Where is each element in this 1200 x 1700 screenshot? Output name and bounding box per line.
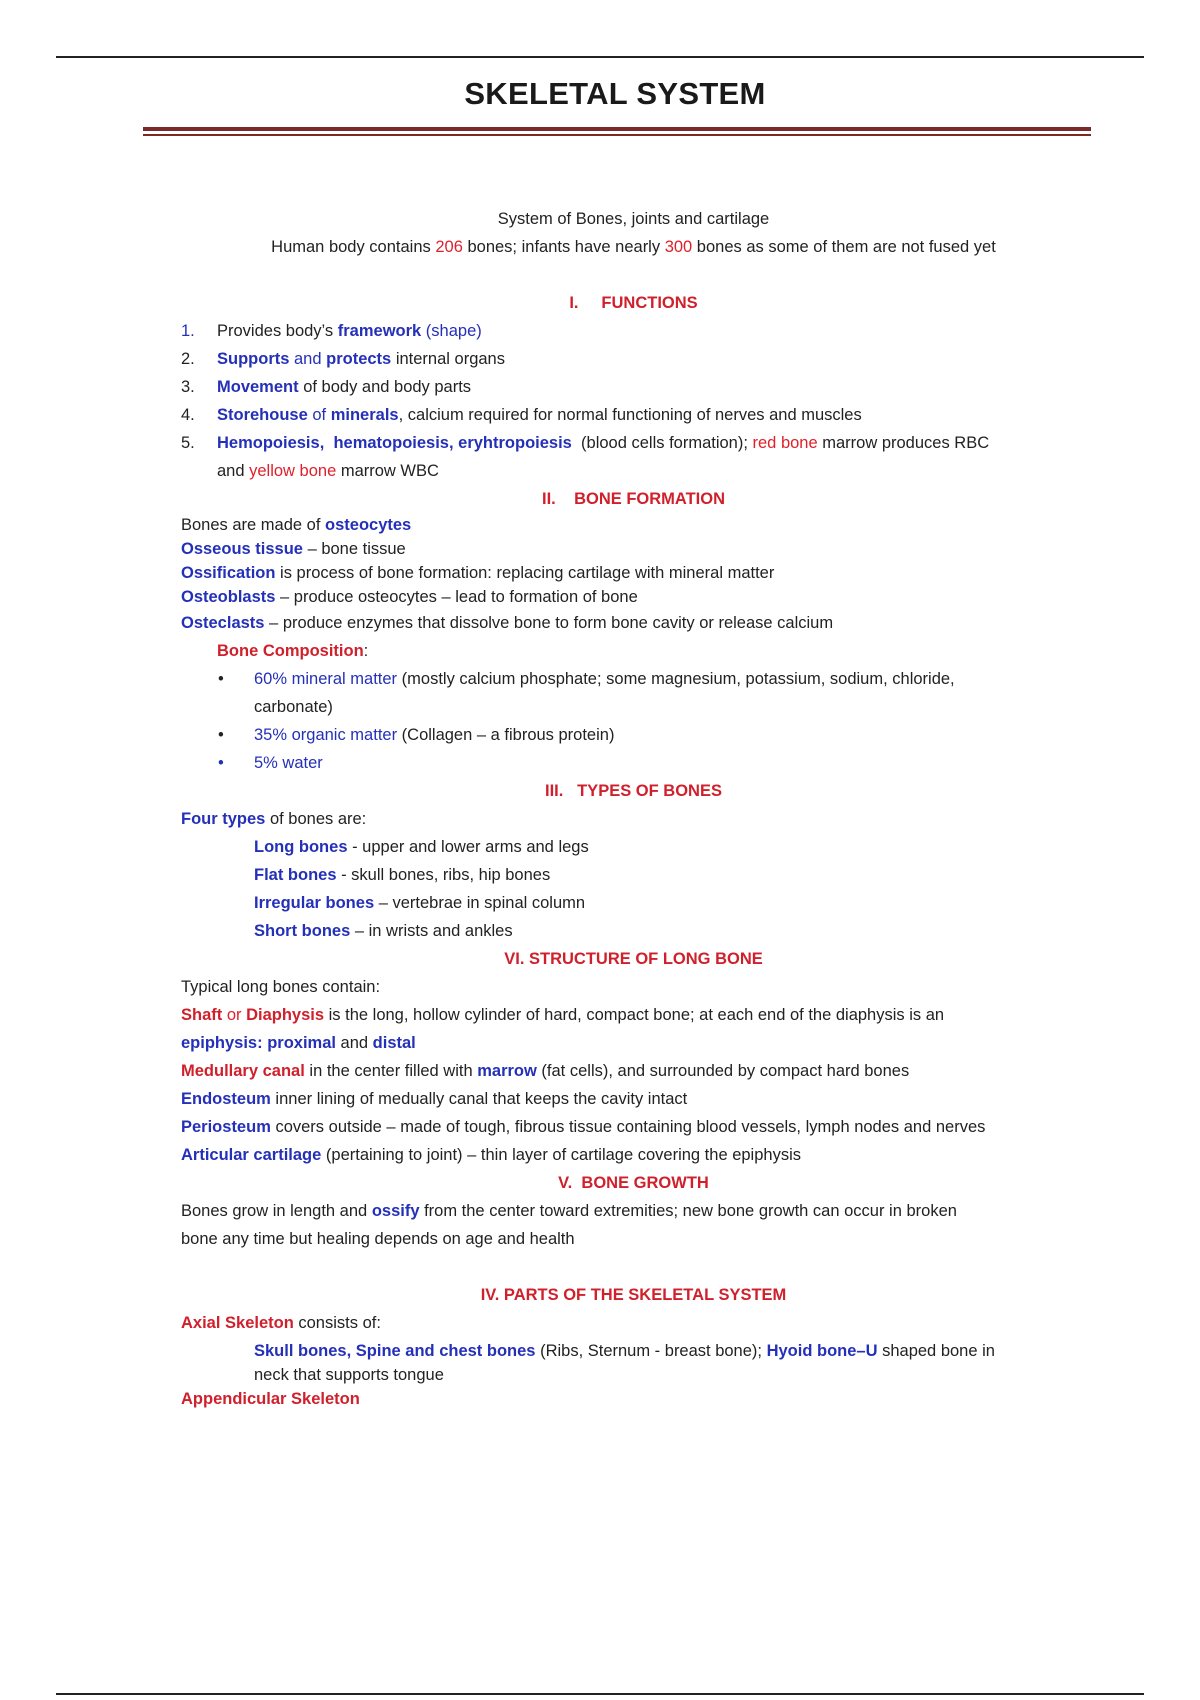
formation-line: Osteclasts – produce enzymes that dissolve bone to form bone cavity or release calcium xyxy=(181,614,834,632)
types-intro: Four types of bones are: xyxy=(181,810,367,828)
document-body xyxy=(181,205,1086,1411)
page-title: SKELETAL SYSTEM xyxy=(464,76,766,111)
growth-heading: V. BONE GROWTH xyxy=(558,1174,709,1192)
top-rule xyxy=(56,56,1144,58)
formation-line: Ossification is process of bone formation: replacing cartilage with mineral matter xyxy=(181,564,775,582)
function-item: 4. Storehouse of minerals, calcium required for normal functioning of nerves and muscles xyxy=(181,406,862,424)
title-rule xyxy=(143,127,1091,131)
structure-line: Shaft or Diaphysis is the long, hollow cylinder of hard, compact bone; at each end of the diaphysis is an xyxy=(181,1006,945,1024)
bone-type-item: Irregular bones – vertebrae in spinal column xyxy=(254,894,586,912)
structure-line: epiphysis: proximal and distal xyxy=(181,1034,416,1052)
formation-line: Bones are made of osteocytes xyxy=(181,516,412,534)
function-item: 2. Supports and protects internal organs xyxy=(181,350,505,368)
intro-line-1: System of Bones, joints and cartilage xyxy=(497,210,770,228)
bone-type-item: Flat bones - skull bones, ribs, hip bones xyxy=(254,866,551,884)
function-item: 3. Movement of body and body parts xyxy=(181,378,472,396)
types-heading: III. TYPES OF BONES xyxy=(545,782,722,800)
composition-item-continued: carbonate) xyxy=(254,698,333,716)
structure-line: Endosteum inner lining of medually canal that keeps the cavity intact xyxy=(181,1090,688,1108)
structure-heading: VI. STRUCTURE OF LONG BONE xyxy=(504,950,763,968)
bottom-rule xyxy=(56,1693,1144,1695)
composition-label: Bone Composition: xyxy=(217,642,369,660)
function-item-continued: and yellow bone marrow WBC xyxy=(217,462,439,480)
bone-type-item: Long bones - upper and lower arms and legs xyxy=(254,838,589,856)
composition-item: • 60% mineral matter (mostly calcium phosphate; some magnesium, potassium, sodium, chloride, xyxy=(218,670,955,688)
growth-line: bone any time but healing depends on age and health xyxy=(181,1230,575,1248)
structure-line: Medullary canal in the center filled with marrow (fat cells), and surrounded by compact hard bones xyxy=(181,1062,910,1080)
formation-heading: II. BONE FORMATION xyxy=(541,490,726,508)
functions-heading: I. FUNCTIONS xyxy=(569,294,698,312)
formation-line: Osteoblasts – produce osteocytes – lead to formation of bone xyxy=(181,588,638,606)
appendicular-line: Appendicular Skeleton xyxy=(181,1390,360,1408)
function-item: 1. Provides body’s framework (shape) xyxy=(181,322,482,340)
title-rule-thin xyxy=(143,134,1091,136)
parts-heading: IV. PARTS OF THE SKELETAL SYSTEM xyxy=(480,1286,787,1304)
structure-line: Articular cartilage (pertaining to joint) – thin layer of cartilage covering the epiphysis xyxy=(181,1146,801,1164)
axial-detail-continued: neck that supports tongue xyxy=(254,1366,444,1384)
axial-line: Axial Skeleton consists of: xyxy=(181,1314,381,1332)
intro-line-2: Human body contains 206 bones; infants have nearly 300 bones as some of them are not fused yet xyxy=(271,238,996,256)
bone-type-item: Short bones – in wrists and ankles xyxy=(254,922,513,940)
growth-line: Bones grow in length and ossify from the center toward extremities; new bone growth can occur in broken xyxy=(181,1202,957,1220)
structure-intro: Typical long bones contain: xyxy=(181,978,381,996)
composition-item: • 5% water xyxy=(218,754,323,772)
formation-line: Osseous tissue – bone tissue xyxy=(181,540,406,558)
structure-line: Periosteum covers outside – made of tough, fibrous tissue containing blood vessels, lymph nodes and nerves xyxy=(181,1118,986,1136)
function-item: 5. Hemopoiesis, hematopoiesis, eryhtropoiesis (blood cells formation); red bone marrow produces RBC xyxy=(181,434,990,452)
axial-detail: Skull bones, Spine and chest bones (Ribs, Sternum - breast bone); Hyoid bone–U shaped bone in xyxy=(254,1342,995,1360)
composition-item: • 35% organic matter (Collagen – a fibrous protein) xyxy=(218,726,615,744)
